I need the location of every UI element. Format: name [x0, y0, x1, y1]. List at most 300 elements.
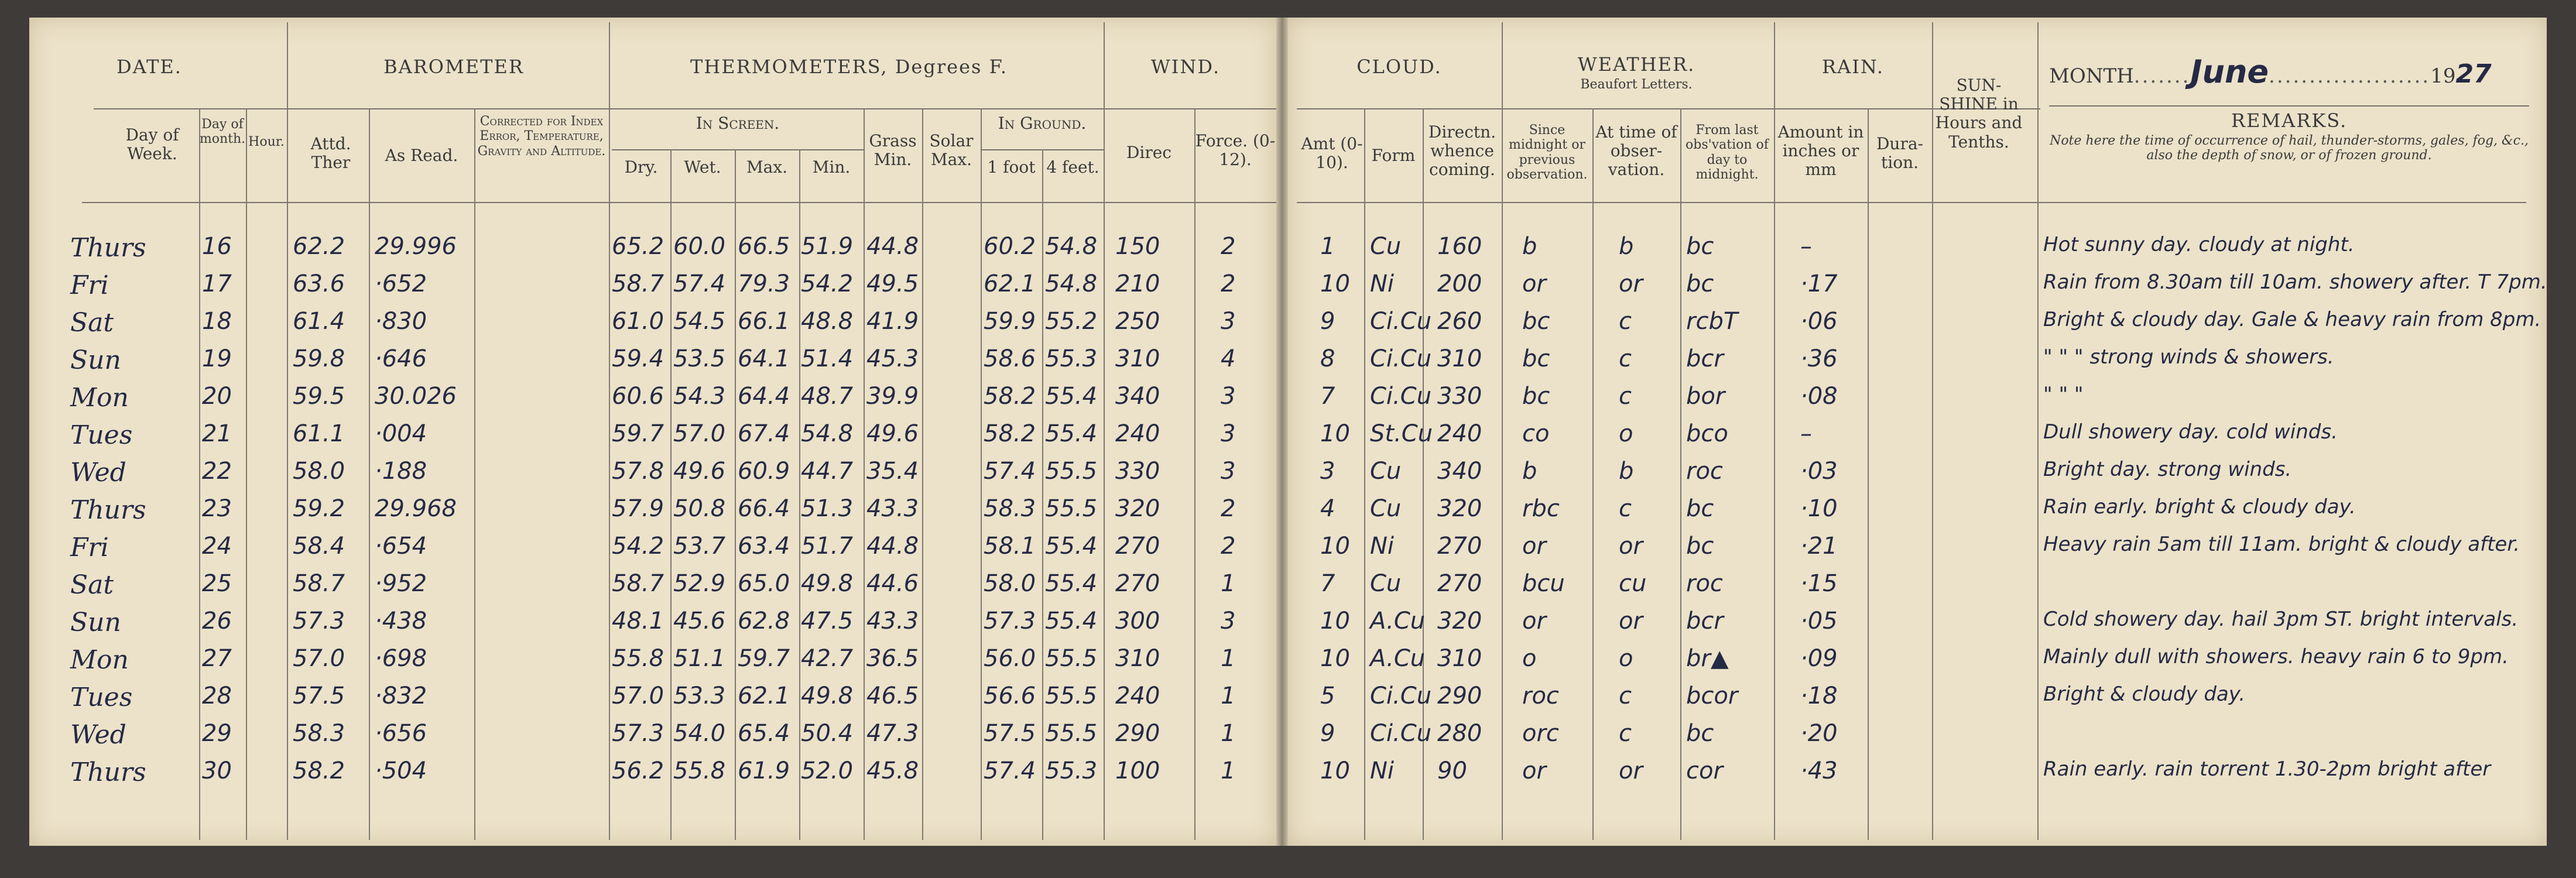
cell-w1: or	[1522, 608, 1546, 635]
cell-remark: Hot sunny day. cloudy at night.	[2043, 233, 2355, 256]
remarks-heading: REMARKS.	[2231, 109, 2348, 132]
cell-remark: Mainly dull with showers. heavy rain 6 to 9pm.	[2043, 645, 2509, 668]
cell-w2: cu	[1619, 570, 1647, 597]
cell-amt: 4	[1320, 495, 1335, 522]
cell-read: ·646	[375, 345, 427, 372]
cell-f4: 55.5	[1045, 458, 1098, 485]
cell-w2: c	[1619, 308, 1632, 335]
cell-w2: c	[1619, 345, 1632, 372]
cell-grass: 43.3	[866, 608, 919, 635]
cell-attd: 58.7	[293, 570, 345, 597]
cell-cdir: 320	[1437, 608, 1482, 635]
cell-min: 51.9	[801, 233, 854, 260]
cell-dir: 270	[1115, 533, 1160, 560]
cell-min: 49.8	[801, 682, 854, 709]
cell-w2: c	[1619, 383, 1632, 410]
column-rule	[1592, 108, 1594, 840]
column-rule	[1042, 149, 1043, 840]
cell-f4: 55.2	[1045, 308, 1098, 335]
cell-max: 66.5	[738, 233, 790, 260]
cell-f1: 59.9	[984, 308, 1036, 335]
cell-f1: 56.0	[984, 645, 1036, 672]
cell-dom: 23	[202, 495, 232, 522]
cell-w1: b	[1522, 458, 1537, 485]
cell-grass: 47.3	[866, 720, 919, 747]
cell-cdir: 270	[1437, 533, 1482, 560]
cell-dow: Wed	[70, 720, 126, 750]
cell-wet: 55.8	[673, 757, 726, 784]
cell-attd: 61.1	[293, 420, 345, 447]
column-rule	[1194, 108, 1195, 840]
cell-cdir: 160	[1437, 233, 1482, 260]
cell-dow: Sat	[70, 308, 114, 338]
cell-form: Cu	[1370, 570, 1402, 597]
four-feet-col: 4 feet.	[1046, 157, 1099, 177]
cell-form: Ci.Cu	[1370, 720, 1432, 747]
cell-amt: 8	[1320, 345, 1335, 372]
cell-w2: or	[1619, 533, 1643, 560]
from-last-col: From last obs'vation of day to midnight.	[1686, 123, 1769, 182]
cell-rain: –	[1800, 233, 1812, 260]
cell-dry: 61.0	[612, 308, 664, 335]
column-rule	[609, 108, 610, 840]
cell-cdir: 330	[1437, 383, 1482, 410]
max-col: Max.	[746, 157, 788, 177]
cell-read: ·188	[375, 458, 427, 485]
cell-w3: bc	[1686, 495, 1714, 522]
cell-read: ·504	[375, 757, 427, 784]
cell-wet: 53.7	[673, 533, 726, 560]
direc-col: Direc	[1126, 143, 1172, 162]
cell-attd: 57.3	[293, 608, 345, 635]
cell-attd: 58.4	[293, 533, 345, 560]
in-ground-col: In Ground.	[998, 114, 1087, 133]
cell-cdir: 270	[1437, 570, 1482, 597]
cell-w2: c	[1619, 495, 1632, 522]
cell-w3: bcr	[1686, 345, 1724, 372]
cell-w1: or	[1522, 533, 1546, 560]
cell-w1: rbc	[1522, 495, 1560, 522]
directn-col: Directn. whence coming.	[1428, 122, 1496, 180]
attd-ther-col: Attd. Ther	[310, 134, 351, 173]
cell-dry: 55.8	[612, 645, 664, 672]
cell-w2: o	[1619, 420, 1633, 447]
cell-max: 67.4	[738, 420, 790, 447]
year-written: 27	[2455, 59, 2492, 89]
cell-w3: bor	[1686, 383, 1725, 410]
cell-max: 62.1	[738, 682, 790, 709]
cell-w3: cor	[1686, 757, 1723, 784]
cell-rain: ·06	[1800, 308, 1838, 335]
cell-wet: 52.9	[673, 570, 726, 597]
cell-grass: 44.6	[866, 570, 919, 597]
cell-w1: co	[1522, 420, 1550, 447]
cell-amt: 1	[1320, 233, 1335, 260]
cell-form: Ci.Cu	[1370, 682, 1432, 709]
cell-dry: 57.8	[612, 458, 664, 485]
cell-dow: Wed	[70, 458, 126, 488]
cell-dow: Sun	[70, 345, 121, 375]
header-rule	[1297, 108, 2040, 109]
cell-amt: 5	[1320, 682, 1335, 709]
cell-f4: 55.3	[1045, 757, 1098, 784]
cell-attd: 58.2	[293, 757, 345, 784]
barometer-heading: BAROMETER	[383, 56, 524, 78]
cell-wet: 51.1	[673, 645, 726, 672]
cell-max: 64.1	[738, 345, 790, 372]
cell-cdir: 200	[1437, 270, 1482, 297]
cell-force: 1	[1221, 720, 1236, 747]
cell-dry: 58.7	[612, 570, 664, 597]
weather-subheading: Beaufort Letters.	[1580, 77, 1693, 92]
cell-cdir: 310	[1437, 645, 1482, 672]
cell-dir: 150	[1115, 233, 1160, 260]
cell-amt: 10	[1320, 420, 1350, 447]
cell-rain: ·36	[1800, 345, 1838, 372]
cell-amt: 3	[1320, 458, 1335, 485]
cell-force: 2	[1221, 533, 1236, 560]
cell-cdir: 310	[1437, 345, 1482, 372]
column-rule	[1364, 108, 1365, 840]
cell-grass: 36.5	[866, 645, 919, 672]
cell-dow: Fri	[70, 533, 109, 563]
cell-remark: Rain from 8.30am till 10am. showery after. T 7pm.	[2043, 270, 2547, 294]
cell-force: 1	[1221, 570, 1236, 597]
header-bottom-rule	[1297, 202, 2526, 203]
cell-dir: 270	[1115, 570, 1160, 597]
cell-rain: ·05	[1800, 608, 1838, 635]
column-rule	[922, 108, 923, 840]
header-bottom-rule	[82, 202, 1276, 203]
cell-grass: 44.8	[866, 233, 919, 260]
cell-f1: 57.3	[984, 608, 1036, 635]
cell-dom: 21	[202, 420, 232, 447]
cell-wet: 54.0	[673, 720, 726, 747]
cell-rain: ·15	[1800, 570, 1838, 597]
cell-w3: bco	[1686, 420, 1728, 447]
cell-read: ·654	[375, 533, 427, 560]
cell-f4: 55.5	[1045, 720, 1098, 747]
cell-w1: orc	[1522, 720, 1559, 747]
cell-dow: Sat	[70, 570, 114, 600]
cell-dom: 27	[202, 645, 232, 672]
cell-read: ·656	[375, 720, 427, 747]
cell-min: 51.4	[801, 345, 854, 372]
cell-rain: ·17	[1800, 270, 1838, 297]
cell-f4: 55.5	[1045, 682, 1098, 709]
cell-force: 2	[1221, 233, 1236, 260]
column-rule	[474, 108, 475, 840]
cell-w1: or	[1522, 270, 1546, 297]
year-printed: 19	[2430, 64, 2456, 88]
cell-f4: 55.5	[1045, 645, 1098, 672]
month-label: MONTH	[2049, 64, 2134, 88]
cell-f1: 56.6	[984, 682, 1036, 709]
cell-amt: 10	[1320, 533, 1350, 560]
cell-grass: 49.6	[866, 420, 919, 447]
cell-attd: 57.5	[293, 682, 345, 709]
cell-remark: " " "	[2043, 383, 2084, 406]
cell-w1: or	[1522, 757, 1546, 784]
at-time-col: At time of obser-vation.	[1595, 122, 1677, 180]
cell-dry: 58.7	[612, 270, 664, 297]
cell-wet: 45.6	[673, 608, 726, 635]
cell-amt: 9	[1320, 308, 1335, 335]
cell-force: 1	[1221, 682, 1236, 709]
cell-dir: 210	[1115, 270, 1160, 297]
cell-attd: 59.2	[293, 495, 345, 522]
cell-dir: 100	[1115, 757, 1160, 784]
cell-max: 66.4	[738, 495, 790, 522]
cell-dom: 18	[202, 308, 232, 335]
cell-w1: o	[1522, 645, 1537, 672]
cell-force: 4	[1221, 345, 1236, 372]
cell-w2: or	[1619, 608, 1643, 635]
cell-form: Ni	[1370, 270, 1395, 297]
cell-dom: 19	[202, 345, 232, 372]
cell-remark: Bright & cloudy day.	[2043, 682, 2246, 706]
cell-wet: 54.3	[673, 383, 726, 410]
cell-dow: Tues	[70, 420, 133, 450]
dry-col: Dry.	[624, 157, 658, 177]
cell-w3: roc	[1686, 458, 1723, 485]
cell-rain: ·08	[1800, 383, 1838, 410]
cell-dow: Tues	[70, 682, 133, 712]
min-col: Min.	[812, 157, 851, 177]
cell-dry: 59.4	[612, 345, 664, 372]
cell-w2: or	[1619, 270, 1643, 297]
cell-form: Cu	[1370, 458, 1402, 485]
cell-dom: 25	[202, 570, 232, 597]
cell-rain: ·21	[1800, 533, 1838, 560]
cell-dir: 290	[1115, 720, 1160, 747]
column-rule	[1104, 108, 1105, 840]
cell-dow: Sun	[70, 608, 121, 637]
cell-w3: rcbT	[1686, 308, 1738, 335]
cell-grass: 39.9	[866, 383, 919, 410]
cell-f1: 58.1	[984, 533, 1036, 560]
cell-grass: 45.3	[866, 345, 919, 372]
column-rule	[864, 108, 865, 840]
cell-w3: bc	[1686, 533, 1714, 560]
cell-force: 3	[1221, 308, 1236, 335]
cell-dir: 310	[1115, 645, 1160, 672]
cell-grass: 41.9	[866, 308, 919, 335]
cell-dow: Mon	[70, 645, 129, 675]
cell-w1: b	[1522, 233, 1537, 260]
column-rule	[1680, 108, 1681, 840]
cell-force: 1	[1221, 757, 1236, 784]
cell-dir: 240	[1115, 682, 1160, 709]
cell-max: 64.4	[738, 383, 790, 410]
cell-read: ·652	[375, 270, 427, 297]
cell-form: Ni	[1370, 533, 1395, 560]
cell-rain: ·10	[1800, 495, 1838, 522]
amt-col: Amt (0-10).	[1301, 134, 1363, 173]
cell-w1: bcu	[1522, 570, 1565, 597]
cell-grass: 43.3	[866, 495, 919, 522]
cell-dow: Thurs	[70, 495, 146, 525]
corrected-col: Corrected for Index Error, Temperature, Gravity and Altitude.	[477, 114, 606, 159]
cell-min: 54.2	[801, 270, 854, 297]
cell-grass: 44.8	[866, 533, 919, 560]
cell-wet: 60.0	[673, 233, 726, 260]
grass-min-col: Grass Min.	[869, 131, 917, 170]
cell-remark: Heavy rain 5am till 11am. bright & cloudy after.	[2043, 533, 2520, 556]
cloud-heading: CLOUD.	[1356, 56, 1442, 78]
cell-w3: bcr	[1686, 608, 1724, 635]
cell-amt: 9	[1320, 720, 1335, 747]
cell-read: 30.026	[375, 383, 457, 410]
cell-w3: bc	[1686, 233, 1714, 260]
column-rule	[981, 108, 982, 840]
cell-remark: " " " strong winds & showers.	[2043, 345, 2334, 369]
column-rule	[670, 149, 672, 840]
cell-form: Cu	[1370, 233, 1402, 260]
cell-w2: b	[1619, 233, 1634, 260]
cell-w2: c	[1619, 682, 1632, 709]
cell-f4: 55.4	[1045, 570, 1098, 597]
cell-dom: 29	[202, 720, 232, 747]
cell-min: 52.0	[801, 757, 854, 784]
cell-w3: bcor	[1686, 682, 1738, 709]
cell-attd: 61.4	[293, 308, 345, 335]
cell-dow: Mon	[70, 383, 129, 413]
cell-f4: 54.8	[1045, 270, 1098, 297]
cell-force: 3	[1221, 458, 1236, 485]
cell-min: 48.7	[801, 383, 854, 410]
cell-grass: 45.8	[866, 757, 919, 784]
cell-f4: 55.5	[1045, 495, 1098, 522]
cell-w2: o	[1619, 645, 1633, 672]
cell-w3: bc	[1686, 270, 1714, 297]
cell-dry: 57.3	[612, 720, 664, 747]
cell-dom: 28	[202, 682, 232, 709]
cell-f1: 57.5	[984, 720, 1036, 747]
cell-force: 3	[1221, 420, 1236, 447]
cell-read: ·004	[375, 420, 427, 447]
cell-w3: br▲	[1686, 645, 1729, 672]
month-rule	[2049, 105, 2529, 107]
cell-force: 1	[1221, 645, 1236, 672]
hour-col: Hour.	[248, 135, 285, 149]
cell-dow: Thurs	[70, 233, 146, 263]
cell-rain: ·20	[1800, 720, 1838, 747]
header-rule	[94, 108, 1276, 109]
cell-w1: bc	[1522, 383, 1550, 410]
cell-w1: bc	[1522, 308, 1550, 335]
cell-form: St.Cu	[1370, 420, 1433, 447]
cell-dom: 22	[202, 458, 232, 485]
cell-wet: 53.3	[673, 682, 726, 709]
cell-min: 48.8	[801, 308, 854, 335]
cell-form: Ci.Cu	[1370, 383, 1432, 410]
cell-f4: 55.4	[1045, 608, 1098, 635]
cell-remark: Rain early. rain torrent 1.30-2pm bright after	[2043, 757, 2491, 781]
cell-wet: 49.6	[673, 458, 726, 485]
cell-form: Ci.Cu	[1370, 345, 1432, 372]
cell-cdir: 320	[1437, 495, 1482, 522]
cell-force: 2	[1221, 495, 1236, 522]
cell-dry: 57.0	[612, 682, 664, 709]
cell-cdir: 340	[1437, 458, 1482, 485]
cell-dir: 340	[1115, 383, 1160, 410]
cell-dom: 24	[202, 533, 232, 560]
cell-cdir: 280	[1437, 720, 1482, 747]
cell-min: 51.7	[801, 533, 854, 560]
cell-max: 65.4	[738, 720, 790, 747]
day-of-month-col: Day of month.	[199, 117, 246, 147]
column-rule	[799, 149, 800, 840]
thermometers-heading: THERMOMETERS, Degrees F.	[690, 56, 1008, 78]
cell-read: ·952	[375, 570, 427, 597]
cell-grass: 49.5	[866, 270, 919, 297]
cell-max: 60.9	[738, 458, 790, 485]
column-rule	[1868, 108, 1869, 840]
form-col: Form	[1371, 146, 1416, 165]
sunshine-heading: SUN-SHINE in Hours and Tenths.	[1935, 76, 2023, 152]
cell-rain: ·18	[1800, 682, 1838, 709]
cell-read: 29.968	[375, 495, 457, 522]
cell-read: ·832	[375, 682, 427, 709]
cell-cdir: 290	[1437, 682, 1482, 709]
cell-force: 3	[1221, 608, 1236, 635]
cell-dir: 320	[1115, 495, 1160, 522]
cell-dry: 54.2	[612, 533, 664, 560]
book-gutter	[1276, 18, 1288, 846]
cell-dom: 20	[202, 383, 232, 410]
cell-dry: 56.2	[612, 757, 664, 784]
cell-remark: Rain early. bright & cloudy day.	[2043, 495, 2356, 519]
cell-read: ·830	[375, 308, 427, 335]
cell-dir: 250	[1115, 308, 1160, 335]
cell-attd: 59.5	[293, 383, 345, 410]
cell-amt: 10	[1320, 608, 1350, 635]
cell-f4: 55.4	[1045, 533, 1098, 560]
cell-w3: bc	[1686, 720, 1714, 747]
cell-f1: 58.2	[984, 383, 1036, 410]
cell-attd: 58.0	[293, 458, 345, 485]
cell-wet: 57.0	[673, 420, 726, 447]
cell-min: 47.5	[801, 608, 854, 635]
cell-cdir: 90	[1437, 757, 1467, 784]
cell-wet: 50.8	[673, 495, 726, 522]
cell-amt: 10	[1320, 757, 1350, 784]
cell-f1: 62.1	[984, 270, 1036, 297]
cell-amt: 7	[1320, 570, 1335, 597]
column-rule	[199, 108, 200, 840]
cell-read: 29.996	[375, 233, 457, 260]
cell-form: Cu	[1370, 495, 1402, 522]
cell-attd: 63.6	[293, 270, 345, 297]
cell-w1: roc	[1522, 682, 1559, 709]
cell-attd: 57.0	[293, 645, 345, 672]
cell-max: 61.9	[738, 757, 790, 784]
cell-max: 59.7	[738, 645, 790, 672]
cell-amt: 10	[1320, 270, 1350, 297]
solar-max-col: Solar Max.	[929, 131, 974, 170]
cell-f1: 58.6	[984, 345, 1036, 372]
since-midnight-col: Since midnight or previous observation.	[1506, 123, 1588, 182]
cell-f4: 54.8	[1045, 233, 1098, 260]
date-heading: DATE.	[117, 56, 182, 78]
cell-read: ·438	[375, 608, 427, 635]
cell-dir: 310	[1115, 345, 1160, 372]
cell-attd: 59.8	[293, 345, 345, 372]
cell-dom: 30	[202, 757, 232, 784]
wet-col: Wet.	[684, 157, 721, 177]
cell-form: A.Cu	[1370, 645, 1426, 672]
